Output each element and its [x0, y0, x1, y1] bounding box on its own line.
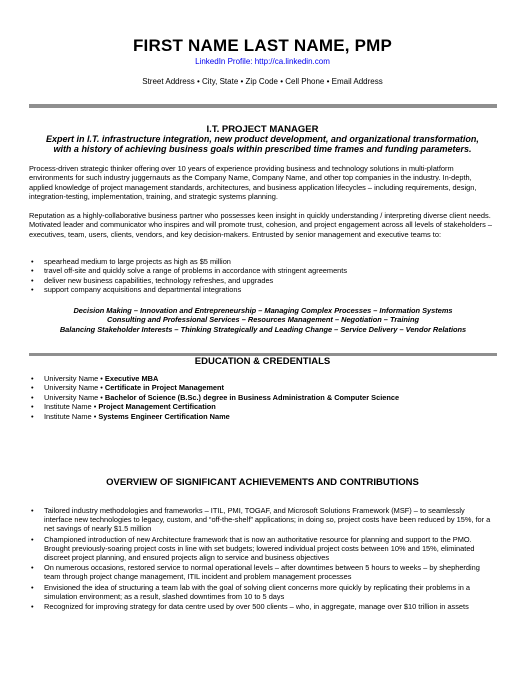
institution-name: University Name • [44, 374, 105, 383]
linkedin-label: LinkedIn Profile: [195, 57, 255, 66]
linkedin-link[interactable]: http://ca.linkedin.com [254, 57, 330, 66]
linkedin-line [0, 57, 525, 66]
education-list [29, 374, 495, 421]
list-item [29, 383, 495, 392]
achievements-list [29, 506, 495, 612]
credential-name: Project Management Certification [98, 402, 216, 412]
competency-line: Decision Making – Innovation and Entrepreneurship – Managing Complex Processes – Information Systems [73, 306, 453, 315]
institution-name: Institute Name • [44, 411, 99, 421]
summary-paragraph-2: Reputation as a highly-collaborative business partner who possesses keen insight in quickly understanding / interpreting diverse client needs. Motivated leader and communicator who inspires and will promote trust, cohesion, and project engagement across all levels of stakeholders – executives, team, users, clients, vendors, and key decision-makers. Entrusted by senior management and executive teams to: [29, 211, 492, 239]
list-item [29, 402, 495, 411]
list-item: • Recognized for improving strategy for data centre used by over 500 clients – who, in aggregate, manage over $10 trillion in assets [29, 602, 495, 611]
header-divider [29, 104, 497, 108]
job-title: I.T. PROJECT MANAGER [206, 124, 319, 135]
list-item: • deliver new business capabilities, technology refreshes, and upgrades [29, 276, 495, 285]
achievements-heading: OVERVIEW OF SIGNIFICANT ACHIEVEMENTS AND CONTRIBUTIONS [106, 477, 419, 488]
credential-name: Systems Engineer Certification Name [98, 411, 230, 421]
competency-line: Consulting and Professional Services – Resources Management – Negotiation – Training [107, 315, 419, 325]
list-item: • support company acquisitions and departmental integrations [29, 285, 495, 294]
competency-line: Balancing Stakeholder Interests – Thinking Strategically and Leading Change – Service Delivery – Vendor Relations [59, 324, 467, 334]
education-heading: EDUCATION & CREDENTIALS [194, 356, 331, 367]
credential-name: Executive MBA [104, 374, 159, 383]
credential-name: Certificate in Project Management [104, 383, 225, 393]
contact-line: Street Address • City, State • Zip Code • Cell Phone • Email Address [142, 77, 383, 86]
credential-name: Bachelor of Science (B.Sc.) degree in Business Administration & Computer Science [104, 392, 400, 402]
candidate-name: FIRST NAME LAST NAME, PMP [132, 36, 393, 55]
list-item: • spearhead medium to large projects as high as $5 million [29, 257, 495, 266]
list-item: • On numerous occasions, restored service to normal operational levels – after downtimes between 5 hours to weeks – by shepherding team through project change management, ITIL incident and problem management processes [29, 563, 495, 581]
list-item [29, 393, 495, 402]
institution-name: Institute Name • [44, 402, 99, 412]
list-item: • Tailored industry methodologies and frameworks – ITIL, PMI, TOGAF, and Microsoft Solutions Framework (MSF) – to seamlessly interface new technologies to legacy, custom, and “off-the-shelf” applications; in doing so, project costs have been reduced by 15%, for a net savings of nearly $1.5 million [29, 506, 495, 534]
summary-paragraph-1: Process-driven strategic thinker offering over 10 years of experience providing business and technology solutions in multi-platform environments for such industry juggernauts as the Company Name, Company Name, and other top companies in the industry. In-depth, applied knowledge of project management standards, architectures, and business application lifecycles – including requirements, design, integration-testing, implementation, training, and strategic systems planning. [29, 164, 477, 201]
institution-name: University Name • [44, 383, 105, 393]
list-item: • travel off-site and quickly solve a range of problems in accordance with stringent agreements [29, 266, 495, 275]
institution-name: University Name • [44, 392, 105, 402]
tagline: Expert in I.T. infrastructure integration, new product development, and organizational transformation, with a history of achieving business goals within prescribed time frames and funding parameters. [46, 134, 479, 154]
list-item: • Championed introduction of new Architecture framework that is now an authoritative resource for planning and support to the PMO. Brought previously-soaring project costs in line with set budgets; lowered individual project costs between 10% and 15%, eliminated discreet project planning, and ensured projects align to service and business objectives [29, 535, 495, 563]
summary-bullet-list [29, 257, 495, 295]
core-competencies [30, 306, 496, 334]
list-item: • Envisioned the idea of structuring a team lab with the goal of solving client concerns more quickly by replicating their problems in a simulation environment; as a result, slashed downtimes from 10 to 5 days [29, 583, 495, 601]
list-item [29, 374, 495, 383]
list-item [29, 412, 495, 421]
